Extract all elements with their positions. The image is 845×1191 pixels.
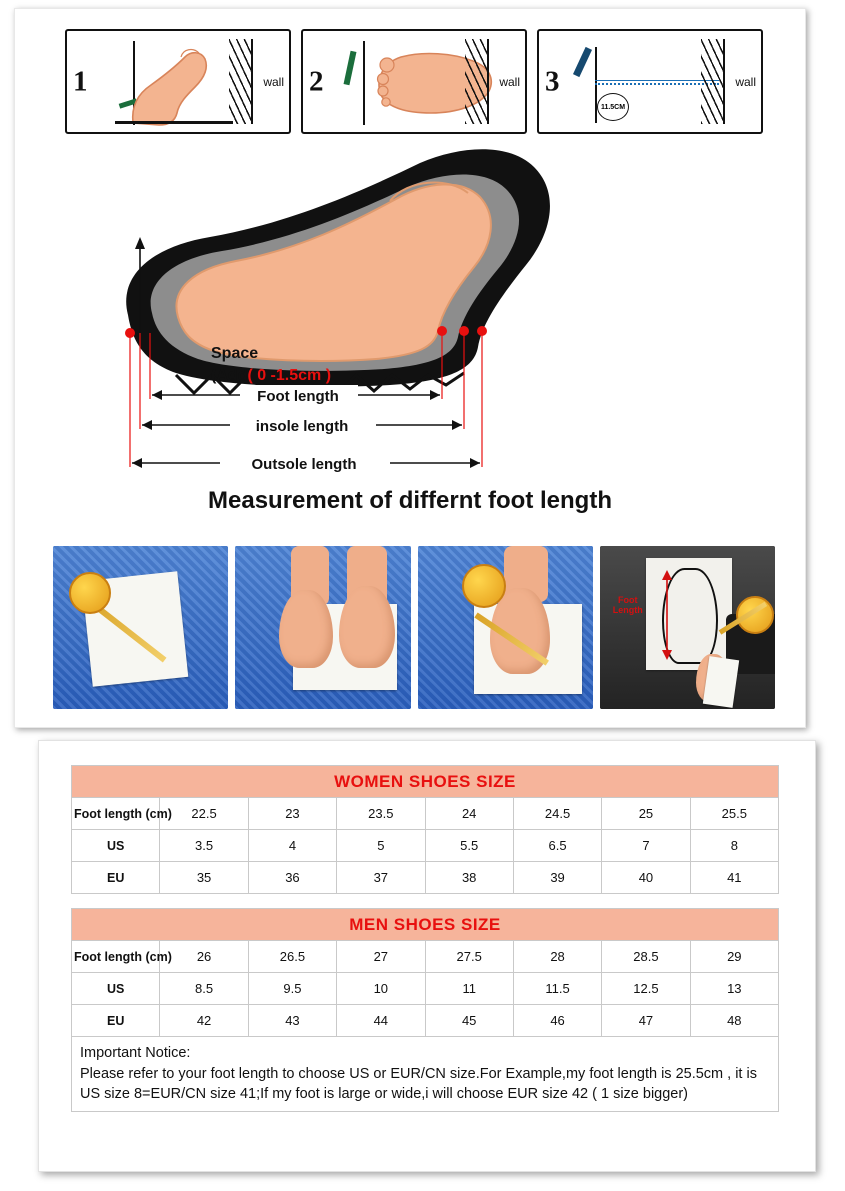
women-row-0-cell-1: 23: [248, 798, 336, 830]
lollipop-marker-icon: [462, 564, 506, 608]
space-annotation-range: ( 0 -1.5cm ): [247, 366, 332, 384]
lollipop-marker-icon: [69, 572, 111, 614]
women-row-1-cell-5: 7: [602, 830, 690, 862]
men-row-2-cell-4: 46: [513, 1005, 601, 1037]
women-row-2-cell-4: 39: [513, 862, 601, 894]
photo-row: [53, 546, 775, 709]
step-1-wall-label: wall: [263, 74, 284, 89]
women-row-2-cell-6: 41: [690, 862, 778, 894]
foot-length-arrow: [652, 568, 682, 664]
foot-right: [339, 586, 395, 668]
step-2-pen: [344, 51, 357, 86]
table-row: [72, 830, 779, 862]
step-3-wall-label: wall: [735, 74, 756, 89]
men-row-2-cell-3: 45: [425, 1005, 513, 1037]
step-2-wall-label: wall: [499, 74, 520, 89]
men-row-0-label: Foot length (cm): [72, 941, 160, 973]
women-row-0-cell-0: 22.5: [160, 798, 248, 830]
women-row-1-label: US: [72, 830, 160, 862]
foot-length-overlay-label: Foot Length: [612, 595, 643, 615]
men-shoes-size-table: [71, 908, 779, 1037]
table-row: [72, 862, 779, 894]
women-row-2-cell-2: 37: [337, 862, 425, 894]
table-row: [72, 1005, 779, 1037]
table-row: [72, 798, 779, 830]
women-row-0-cell-3: 24: [425, 798, 513, 830]
label-outsole-length: Outsole length: [251, 456, 357, 473]
women-banner-row: [72, 766, 779, 798]
women-row-2-cell-0: 35: [160, 862, 248, 894]
men-row-0-cell-5: 28.5: [602, 941, 690, 973]
women-row-2-cell-1: 36: [248, 862, 336, 894]
diagram-title: Measurement of differnt foot length: [208, 487, 612, 514]
step-3-number: 3: [545, 65, 560, 97]
photo-step-3: [418, 546, 593, 709]
women-row-1-cell-6: 8: [690, 830, 778, 862]
step-3: [537, 29, 763, 134]
women-row-2-cell-5: 40: [602, 862, 690, 894]
important-notice: [71, 1037, 779, 1112]
women-row-2-label: EU: [72, 862, 160, 894]
men-row-2-cell-6: 48: [690, 1005, 778, 1037]
women-row-0-cell-6: 25.5: [690, 798, 778, 830]
table-gap: [71, 894, 779, 908]
photo-step-2: [235, 546, 410, 709]
space-annotation: [211, 343, 331, 386]
step-1-floor-line: [115, 121, 233, 124]
women-banner: WOMEN SHOES SIZE: [72, 766, 779, 798]
women-row-0-cell-5: 25: [602, 798, 690, 830]
men-row-0-cell-2: 27: [337, 941, 425, 973]
foot-length-diagram: [15, 137, 805, 537]
women-row-1-cell-3: 5.5: [425, 830, 513, 862]
step-3-wall-hatch: [701, 39, 725, 124]
notice-body: Please refer to your foot length to choose US or EUR/CN size.For Example,my foot length is 25.5cm , it is US size 8=EUR/CN size 41;If my foot is large or wide,i will choose EUR size 42 ( 1 size bigger): [80, 1065, 757, 1103]
table-row: [72, 941, 779, 973]
notice-title: Important Notice:: [80, 1045, 191, 1061]
step-3-start-line: [595, 47, 597, 123]
size-tables: [71, 765, 779, 1112]
measurement-instructions-card: [14, 8, 806, 728]
women-shoes-size-table: [71, 765, 779, 894]
women-row-0-label: Foot length (cm): [72, 798, 160, 830]
men-row-2-cell-1: 43: [248, 1005, 336, 1037]
step-3-measure-badge: 11.5CM: [597, 93, 629, 121]
step-2-wall-hatch: [465, 39, 489, 124]
men-row-1-cell-2: 10: [337, 973, 425, 1005]
men-row-0-cell-3: 27.5: [425, 941, 513, 973]
step-3-pen: [573, 47, 592, 77]
men-row-1-cell-5: 12.5: [602, 973, 690, 1005]
men-row-0-cell-6: 29: [690, 941, 778, 973]
women-row-1-cell-1: 4: [248, 830, 336, 862]
label-insole-length: insole length: [255, 418, 349, 435]
men-row-2-label: EU: [72, 1005, 160, 1037]
men-row-2-cell-5: 47: [602, 1005, 690, 1037]
men-row-1-cell-0: 8.5: [160, 973, 248, 1005]
men-row-1-label: US: [72, 973, 160, 1005]
men-banner-row: [72, 909, 779, 941]
men-row-0-cell-4: 28: [513, 941, 601, 973]
men-row-1-cell-1: 9.5: [248, 973, 336, 1005]
size-chart-card: [38, 740, 816, 1172]
foot-diagram-svg: [90, 137, 730, 507]
men-row-1-cell-3: 11: [425, 973, 513, 1005]
steps-strip: [65, 29, 763, 134]
foot-left: [279, 590, 333, 668]
men-row-2-cell-0: 42: [160, 1005, 248, 1037]
men-row-2-cell-2: 44: [337, 1005, 425, 1037]
step-1-wall-hatch: [229, 39, 253, 124]
women-row-0-cell-4: 24.5: [513, 798, 601, 830]
table-row: [72, 973, 779, 1005]
men-row-1-cell-4: 11.5: [513, 973, 601, 1005]
paper-sheet-held: [703, 656, 739, 708]
photo-step-4: [600, 546, 775, 709]
step-2-number: 2: [309, 65, 324, 97]
women-row-2-cell-3: 38: [425, 862, 513, 894]
men-row-1-cell-6: 13: [690, 973, 778, 1005]
women-row-1-cell-4: 6.5: [513, 830, 601, 862]
women-row-1-cell-2: 5: [337, 830, 425, 862]
women-row-0-cell-2: 23.5: [337, 798, 425, 830]
women-row-1-cell-0: 3.5: [160, 830, 248, 862]
step-2: [301, 29, 527, 134]
men-row-0-cell-1: 26.5: [248, 941, 336, 973]
photo-step-1: [53, 546, 228, 709]
label-foot-length: Foot length: [257, 388, 339, 405]
space-annotation-line1: Space: [211, 345, 259, 362]
step-1-number: 1: [73, 65, 88, 97]
men-banner: MEN SHOES SIZE: [72, 909, 779, 941]
men-row-0-cell-0: 26: [160, 941, 248, 973]
step-1: [65, 29, 291, 134]
space-annotation-prefix: (Add: [211, 366, 248, 384]
